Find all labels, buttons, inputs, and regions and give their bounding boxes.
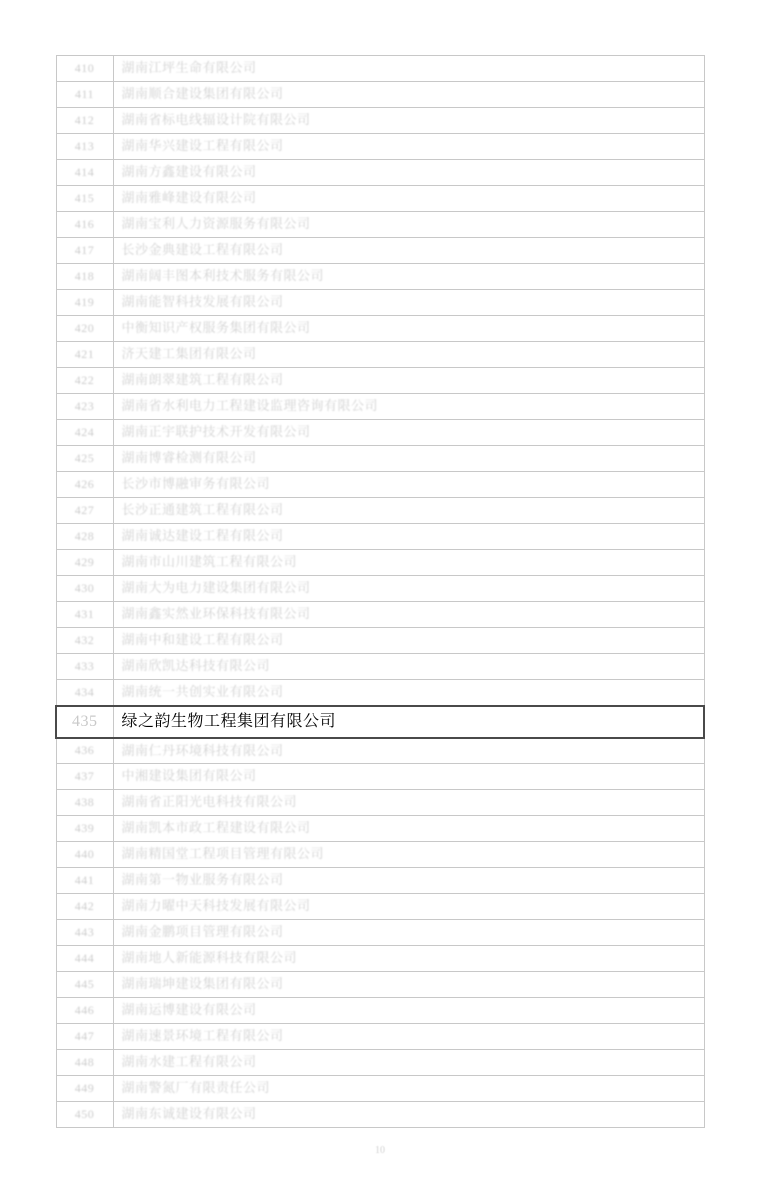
table-row (56, 186, 704, 212)
company-name-cell: 湖南省水利电力工程建设监理咨询有限公司 (113, 394, 704, 420)
company-name-cell: 湖南市山川建筑工程有限公司 (113, 550, 704, 576)
table-row (56, 316, 704, 342)
table-row (56, 920, 704, 946)
company-name-cell: 湖南地人新能源科技有限公司 (113, 946, 704, 972)
row-index-cell: 437 (56, 764, 113, 790)
company-name-cell: 湖南凯本市政工程建设有限公司 (113, 816, 704, 842)
row-index-cell: 432 (56, 628, 113, 654)
row-index-cell: 426 (56, 472, 113, 498)
company-name-cell: 湖南东诚建设有限公司 (113, 1102, 704, 1128)
company-name-cell: 湖南雅峰建设有限公司 (113, 186, 704, 212)
row-index-cell: 430 (56, 576, 113, 602)
company-name-cell: 湖南能智科技发展有限公司 (113, 290, 704, 316)
table-row (56, 446, 704, 472)
table-row (56, 524, 704, 550)
company-name-cell: 长沙市博融审务有限公司 (113, 472, 704, 498)
row-index-cell: 441 (56, 868, 113, 894)
company-name-cell: 湖南阔丰图本利技术服务有限公司 (113, 264, 704, 290)
company-name-cell: 长沙金典建设工程有限公司 (113, 238, 704, 264)
table-row (56, 550, 704, 576)
company-name-cell: 湖南欣凯达科技有限公司 (113, 654, 704, 680)
table-row (56, 394, 704, 420)
table-row (56, 368, 704, 394)
row-index-cell: 428 (56, 524, 113, 550)
company-name-cell: 济天建工集团有限公司 (113, 342, 704, 368)
row-index-cell: 424 (56, 420, 113, 446)
row-index-cell: 420 (56, 316, 113, 342)
row-index-cell: 442 (56, 894, 113, 920)
table-row (56, 108, 704, 134)
table-row (56, 602, 704, 628)
company-list-body (56, 56, 704, 1128)
row-index-cell: 414 (56, 160, 113, 186)
row-index-cell: 431 (56, 602, 113, 628)
table-row (56, 816, 704, 842)
row-index-cell: 417 (56, 238, 113, 264)
table-row (56, 680, 704, 706)
company-name-cell: 湖南省标电线辐设计院有限公司 (113, 108, 704, 134)
table-row (56, 654, 704, 680)
company-name-cell: 湖南宝利人力资源服务有限公司 (113, 212, 704, 238)
company-name-cell: 湖南精国堂工程项目管理有限公司 (113, 842, 704, 868)
company-name-cell: 湖南水建工程有限公司 (113, 1050, 704, 1076)
row-index-cell: 418 (56, 264, 113, 290)
row-index-cell: 446 (56, 998, 113, 1024)
table-row (56, 842, 704, 868)
table-row (56, 946, 704, 972)
row-index-cell: 438 (56, 790, 113, 816)
row-index-cell: 444 (56, 946, 113, 972)
table-row (56, 264, 704, 290)
table-row (56, 628, 704, 654)
table-row (56, 1076, 704, 1102)
company-name-cell: 湖南博睿检测有限公司 (113, 446, 704, 472)
company-name-cell: 湖南正宇联护技术开发有限公司 (113, 420, 704, 446)
table-row (56, 738, 704, 764)
table-row (56, 894, 704, 920)
company-name-cell: 中湘建设集团有限公司 (113, 764, 704, 790)
table-row (56, 868, 704, 894)
row-index-cell: 440 (56, 842, 113, 868)
row-index-cell: 427 (56, 498, 113, 524)
company-name-cell: 湖南华兴建设工程有限公司 (113, 134, 704, 160)
row-index-cell: 434 (56, 680, 113, 706)
row-index-cell: 413 (56, 134, 113, 160)
company-name-cell: 湖南鑫实然业环保科技有限公司 (113, 602, 704, 628)
company-name-cell: 中衡知识产权服务集团有限公司 (113, 316, 704, 342)
company-name-cell: 湖南力曜中天科技发展有限公司 (113, 894, 704, 920)
row-index-cell: 445 (56, 972, 113, 998)
table-row (56, 498, 704, 524)
table-row (56, 134, 704, 160)
table-row (56, 576, 704, 602)
company-name-cell: 湖南警氮厂有限责任公司 (113, 1076, 704, 1102)
page-number: 10 (375, 1145, 385, 1156)
table-row (56, 972, 704, 998)
row-index-cell: 416 (56, 212, 113, 238)
row-index-cell: 419 (56, 290, 113, 316)
table-row (56, 790, 704, 816)
row-index-cell: 448 (56, 1050, 113, 1076)
table-row (56, 1024, 704, 1050)
table-row (56, 238, 704, 264)
row-index-cell: 415 (56, 186, 113, 212)
row-index-cell: 423 (56, 394, 113, 420)
table-row (56, 706, 704, 738)
row-index-cell: 421 (56, 342, 113, 368)
company-list-table-wrap (55, 55, 705, 1128)
row-index-cell: 443 (56, 920, 113, 946)
table-row (56, 1050, 704, 1076)
table-row (56, 998, 704, 1024)
row-index-cell: 422 (56, 368, 113, 394)
company-name-cell: 湖南江坪生命有限公司 (113, 56, 704, 82)
table-row (56, 56, 704, 82)
company-name-cell: 湖南顺合建设集团有限公司 (113, 82, 704, 108)
row-index-cell: 450 (56, 1102, 113, 1128)
row-index-cell: 447 (56, 1024, 113, 1050)
table-row (56, 290, 704, 316)
company-name-cell: 湖南速景环境工程有限公司 (113, 1024, 704, 1050)
row-index-cell: 433 (56, 654, 113, 680)
table-row (56, 764, 704, 790)
company-name-cell: 湖南方鑫建设有限公司 (113, 160, 704, 186)
company-name-cell: 湖南朗翠建筑工程有限公司 (113, 368, 704, 394)
company-name-cell: 湖南诚达建设工程有限公司 (113, 524, 704, 550)
company-name-cell: 湖南中和建设工程有限公司 (113, 628, 704, 654)
table-row (56, 82, 704, 108)
row-index-cell: 436 (56, 738, 113, 764)
row-index-cell: 412 (56, 108, 113, 134)
row-index-cell: 439 (56, 816, 113, 842)
company-name-cell: 湖南运博建设有限公司 (113, 998, 704, 1024)
company-name-cell: 湖南瑞坤建设集团有限公司 (113, 972, 704, 998)
company-name-cell: 湖南金鹏项目管理有限公司 (113, 920, 704, 946)
company-name-cell: 湖南大为电力建设集团有限公司 (113, 576, 704, 602)
company-name-cell: 长沙正通建筑工程有限公司 (113, 498, 704, 524)
company-name-cell: 湖南仁丹环境科技有限公司 (113, 738, 704, 764)
row-index-cell: 449 (56, 1076, 113, 1102)
table-row (56, 342, 704, 368)
company-name-cell: 湖南统一共创实业有限公司 (113, 680, 704, 706)
row-index-cell: 429 (56, 550, 113, 576)
table-row (56, 472, 704, 498)
company-name-cell: 湖南省正阳光电科技有限公司 (113, 790, 704, 816)
row-index-cell: 411 (56, 82, 113, 108)
table-row (56, 1102, 704, 1128)
company-list-table (55, 55, 705, 1128)
row-index-cell: 425 (56, 446, 113, 472)
table-row (56, 420, 704, 446)
company-name-cell: 湖南第一物业服务有限公司 (113, 868, 704, 894)
row-index-cell: 435 (56, 706, 113, 738)
row-index-cell: 410 (56, 56, 113, 82)
company-name-cell: 绿之韵生物工程集团有限公司 (113, 706, 704, 738)
table-row (56, 160, 704, 186)
table-row (56, 212, 704, 238)
